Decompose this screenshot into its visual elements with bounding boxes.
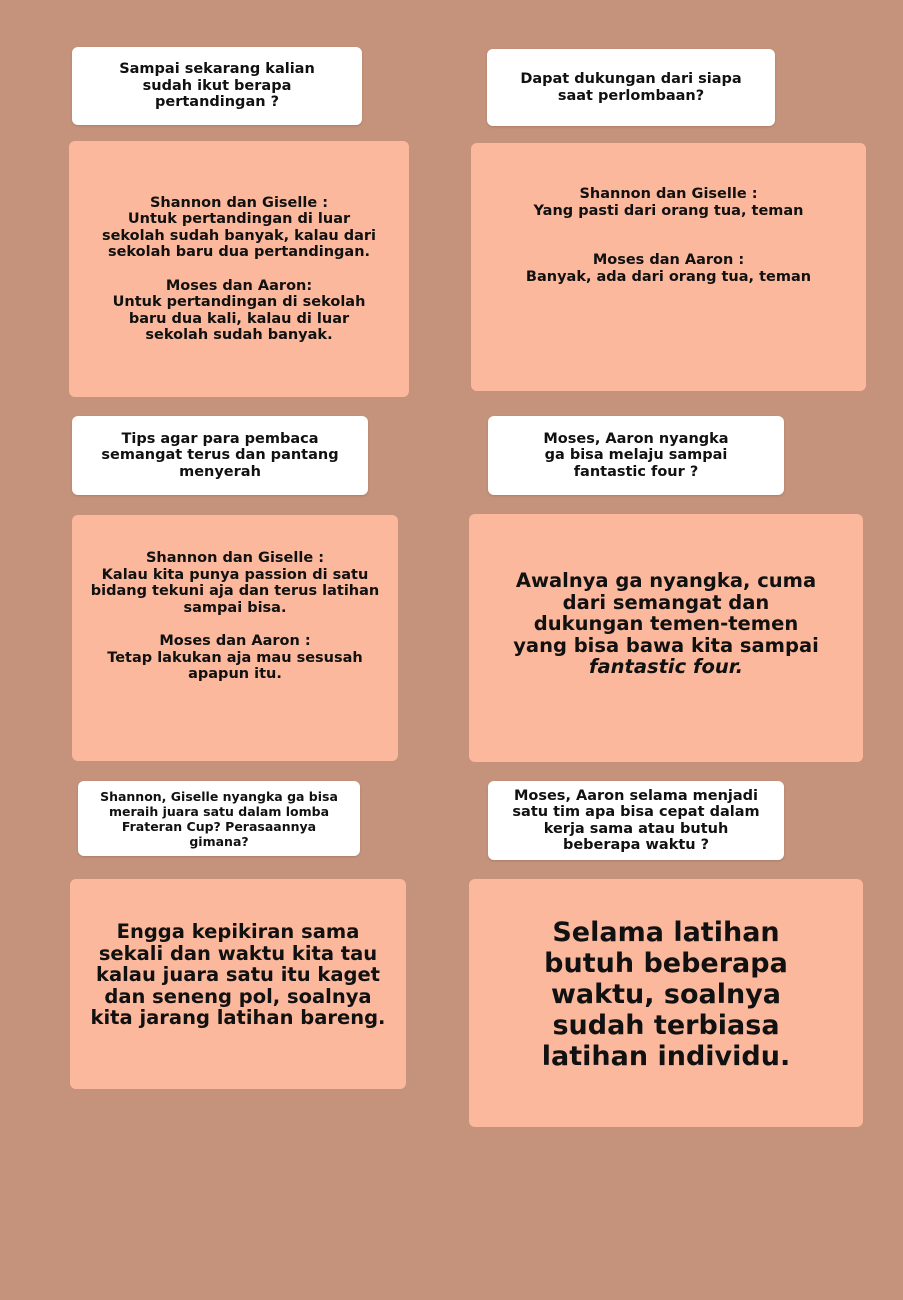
answer-card bbox=[70, 879, 406, 1089]
question-line: Moses, Aaron selama menjadi bbox=[513, 787, 759, 804]
question-line: pertandingan ? bbox=[154, 94, 280, 111]
question-card bbox=[72, 416, 368, 495]
answer-line: kalau juara satu itu kaget bbox=[96, 963, 380, 986]
answer-line: dari semangat dan bbox=[562, 590, 770, 614]
question-line: Tips agar para pembaca bbox=[121, 430, 319, 447]
answer-line: dan seneng pol, soalnya bbox=[104, 984, 372, 1008]
answer-line: Untuk pertandingan di luar bbox=[127, 211, 351, 227]
question-line: Frateran Cup? Perasaannya bbox=[121, 818, 317, 834]
answer-line: butuh beberapa bbox=[544, 948, 788, 979]
answer-line: kita jarang latihan bareng. bbox=[90, 1006, 386, 1029]
question-line: kerja sama atau butuh bbox=[543, 820, 729, 837]
speaker-label: Shannon dan Giselle : bbox=[149, 194, 329, 211]
speaker-label: Moses dan Aaron: bbox=[165, 277, 313, 294]
question-line: satu tim apa bisa cepat dalam bbox=[512, 804, 760, 820]
question-line: meraih juara satu dalam lomba bbox=[108, 803, 330, 819]
question-card bbox=[72, 47, 362, 125]
speaker-label: Moses dan Aaron : bbox=[592, 252, 745, 268]
answer-line: Engga kepikiran sama bbox=[116, 920, 360, 943]
answer-line-italic: fantastic four. bbox=[589, 655, 743, 678]
question-card bbox=[487, 49, 775, 126]
answer-line: sudah terbiasa bbox=[552, 1010, 780, 1041]
answer-line: Yang pasti dari orang tua, teman bbox=[533, 202, 804, 219]
answer-line: waktu, soalnya bbox=[550, 979, 782, 1010]
answer-line: Tetap lakukan aja mau sesusah bbox=[107, 649, 363, 666]
question-line: beberapa waktu ? bbox=[562, 837, 710, 853]
question-line: gimana? bbox=[189, 833, 249, 849]
speaker-label: Shannon dan Giselle : bbox=[145, 550, 325, 566]
answer-card bbox=[469, 514, 863, 762]
question-card bbox=[78, 781, 360, 856]
answer-line: apapun itu. bbox=[188, 666, 282, 682]
answer-line: sekolah sudah banyak. bbox=[145, 327, 333, 343]
answer-line: sekolah sudah banyak, kalau dari bbox=[101, 227, 377, 244]
speaker-label: Moses dan Aaron : bbox=[159, 633, 311, 649]
question-line: sudah ikut berapa bbox=[142, 77, 292, 94]
question-card bbox=[488, 781, 784, 860]
answer-line: sampai bisa. bbox=[183, 599, 287, 616]
answer-card bbox=[69, 141, 409, 397]
speaker-label: Shannon dan Giselle : bbox=[579, 186, 758, 202]
question-line: saat perlombaan? bbox=[557, 87, 705, 104]
answer-line: sekali dan waktu kita tau bbox=[98, 941, 378, 965]
answer-card bbox=[72, 515, 398, 761]
answer-line: dukungan temen-temen bbox=[533, 612, 799, 635]
answer-line: Banyak, ada dari orang tua, teman bbox=[525, 268, 812, 285]
question-line: Moses, Aaron nyangka bbox=[543, 430, 729, 447]
question-line: semangat terus dan pantang bbox=[101, 447, 339, 464]
answer-line: latihan individu. bbox=[541, 1041, 791, 1072]
answer-card bbox=[469, 879, 863, 1127]
question-line: menyerah bbox=[179, 463, 261, 480]
question-line: Sampai sekarang kalian bbox=[119, 61, 315, 78]
question-card bbox=[488, 416, 784, 495]
answer-line: sekolah baru dua pertandingan. bbox=[107, 244, 371, 260]
answer-line: bidang tekuni aja dan terus latihan bbox=[90, 583, 380, 599]
answer-line: Awalnya ga nyangka, cuma bbox=[515, 569, 817, 592]
answer-line: Selama latihan bbox=[552, 917, 780, 948]
answer-card bbox=[471, 143, 866, 391]
question-line: Dapat dukungan dari siapa bbox=[520, 71, 742, 87]
question-line: fantastic four ? bbox=[573, 463, 699, 480]
answer-line: Untuk pertandingan di sekolah bbox=[112, 294, 366, 310]
question-line: ga bisa melaju sampai bbox=[544, 447, 728, 464]
answer-line: Kalau kita punya passion di satu bbox=[101, 566, 369, 583]
answer-line: yang bisa bawa kita sampai bbox=[513, 633, 819, 657]
question-line: Shannon, Giselle nyangka ga bisa bbox=[100, 788, 338, 804]
answer-line: baru dua kali, kalau di luar bbox=[128, 310, 350, 327]
